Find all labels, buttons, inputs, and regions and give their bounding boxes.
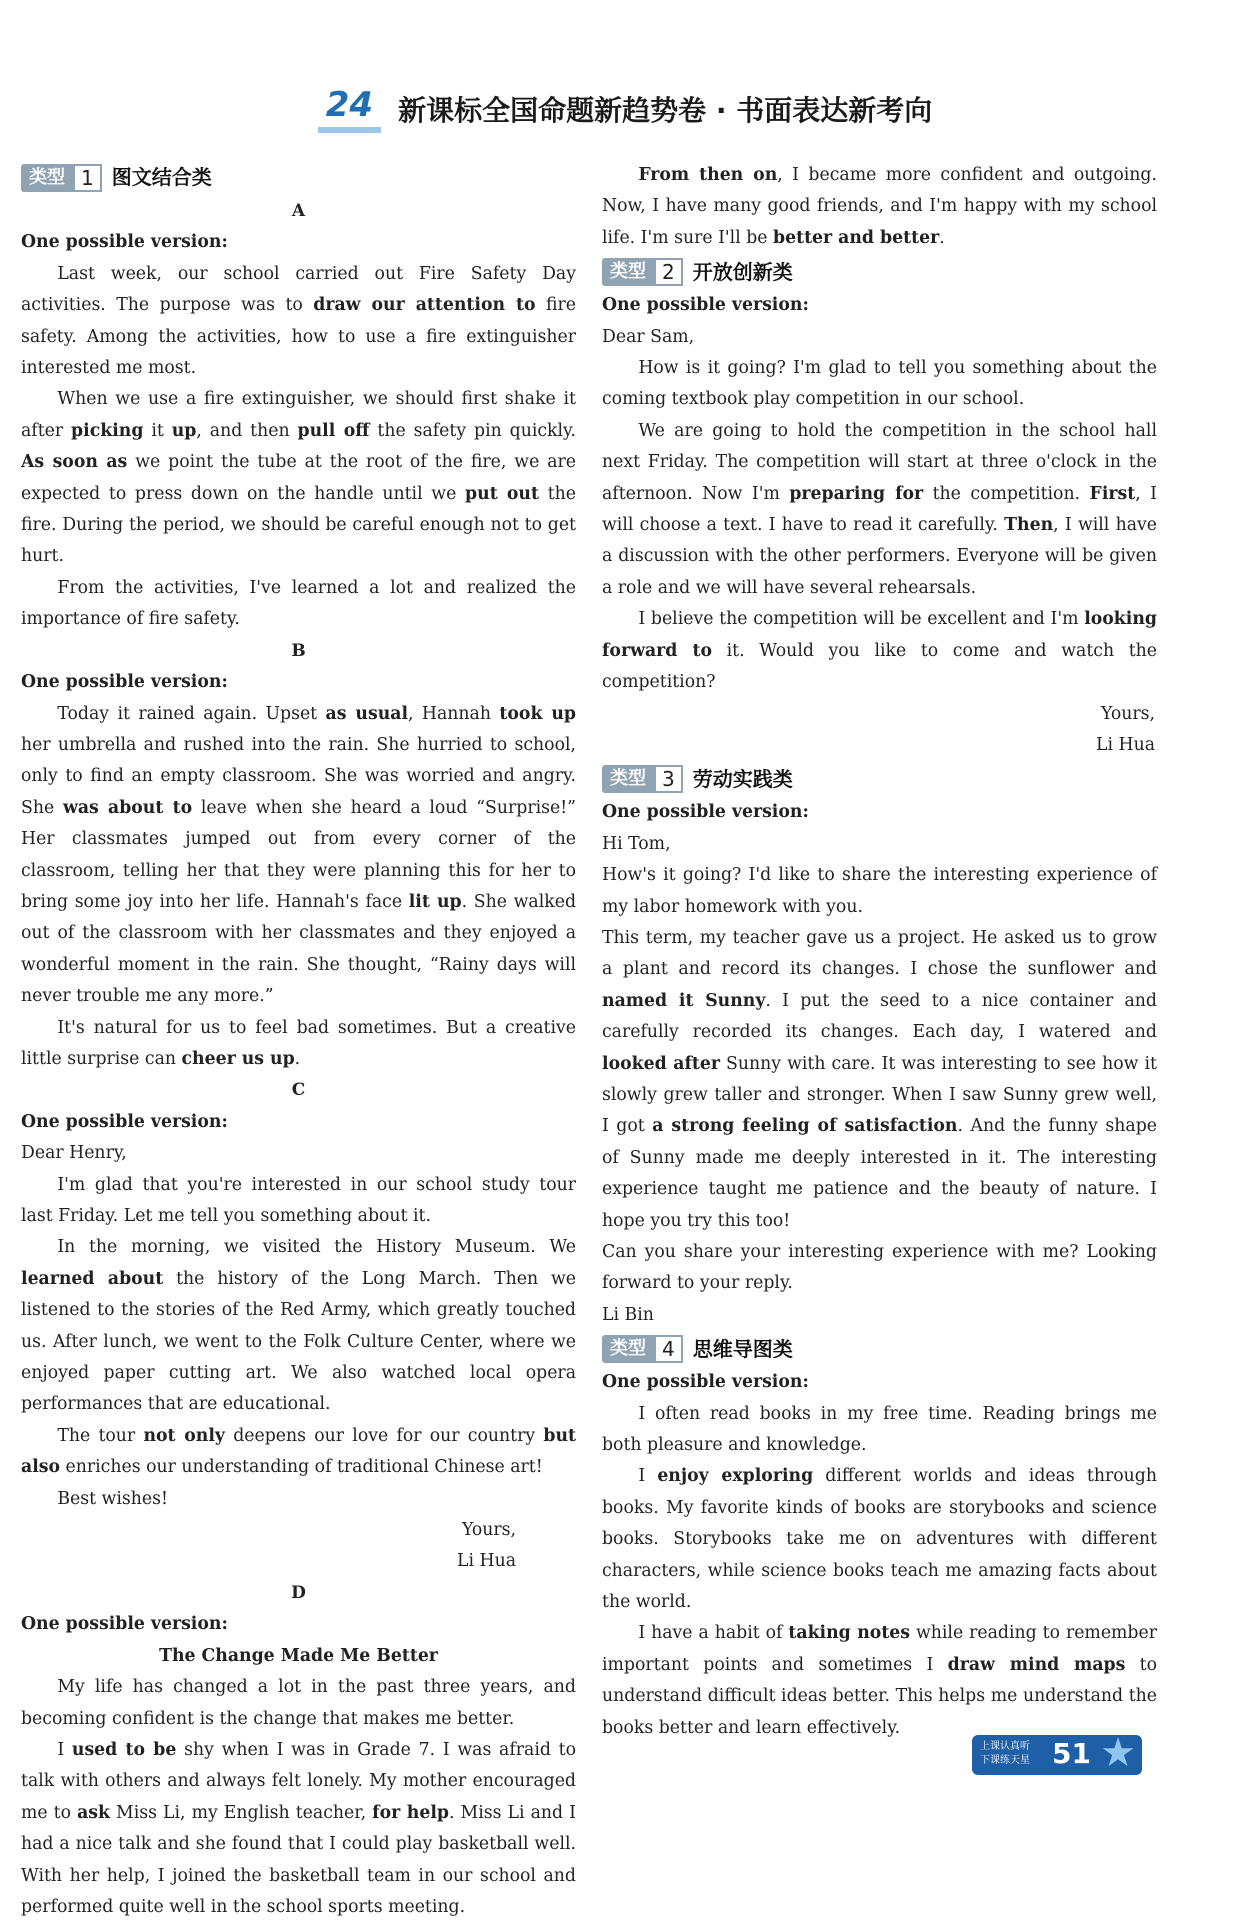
paragraph: My life has changed a lot in the past three years, and becoming confident is the change that makes me better. <box>21 1677 576 1729</box>
key-phrase: not only <box>143 1425 225 1446</box>
letter-greeting: Dear Henry, <box>21 1143 127 1164</box>
footer-slogan <box>980 1740 1050 1768</box>
key-phrase: Then <box>1004 515 1054 536</box>
essay-a <box>21 259 576 636</box>
letter-sign-name: Li Hua <box>457 1551 516 1572</box>
essay-c <box>21 1170 576 1484</box>
key-phrase: draw our attention to <box>313 295 536 316</box>
version-label: One possible version: <box>21 672 228 693</box>
letter-sign-yours: Yours, <box>1100 703 1155 724</box>
essay-section-3 <box>602 860 1157 1300</box>
key-phrase: better and better <box>773 227 940 248</box>
key-phrase: as usual <box>325 703 409 724</box>
key-phrase: As soon as <box>21 452 128 473</box>
key-phrase: used to be <box>71 1739 177 1760</box>
section-1-heading <box>21 162 576 194</box>
key-phrase: for help <box>372 1802 449 1823</box>
footer-slogan-line2: 下课练天星 <box>980 1755 1030 1766</box>
type-number: 2 <box>654 258 683 286</box>
key-phrase: pull off <box>297 420 370 441</box>
paragraph: From then on, I became more confident and outgoing. Now, I have many good friends, and I'm happy with my school life. I'm sure I'll be better and better. <box>602 165 1157 248</box>
section-title: 开放创新类 <box>692 259 793 284</box>
key-phrase: cheer us up <box>181 1048 295 1069</box>
paragraph: I'm glad that you're interested in our school study tour last Friday. Let me tell you something about it. <box>21 1174 576 1226</box>
key-phrase: up <box>171 420 197 441</box>
essay-section-4 <box>602 1399 1157 1744</box>
unit-number: 24 <box>318 85 381 133</box>
paragraph: When we use a fire extinguisher, we should first shake it after picking it up, and then pull off the safety pin quickly. As soon as we point the tube at the root of the fire, we are expected to press down on the handle until we put out the fire. During the period, we should be careful enough not to get hurt. <box>21 389 576 567</box>
key-phrase: taking notes <box>788 1623 911 1644</box>
paragraph: The tour not only deepens our love for our country but also enriches our understanding of traditional Chinese art! <box>21 1425 577 1478</box>
section-4-heading <box>602 1333 1157 1365</box>
key-phrase: looked after <box>602 1053 720 1074</box>
letter-sign-name: Li Hua <box>1096 734 1155 755</box>
paragraph: Can you share your interesting experience with me? Looking forward to your reply. <box>602 1242 1157 1294</box>
paragraph: In the morning, we visited the History Museum. We learned about the history of the Long March. Then we listened to the stories of the Red Army, which greatly touched us. After lunch, we went to the Folk Culture Center, where we enjoyed paper cutting art. We also watched local opera performances that are educational. <box>21 1237 576 1415</box>
essay-b <box>21 699 576 1076</box>
footer-slogan-line1: 上课认真听 <box>980 1741 1030 1752</box>
key-phrase: lit up <box>408 891 462 912</box>
type-number: 4 <box>654 1335 683 1363</box>
version-label: One possible version: <box>21 1111 228 1132</box>
type-tag: 类型 <box>602 765 654 793</box>
paragraph: Today it rained again. Upset as usual, Hannah took up her umbrella and rushed into the rain. She hurried to school, only to find an empty classroom. She was worried and angry. She was about to leave when she heard a loud “Surprise!” Her classmates jumped out from every corner of the classroom, telling her that they were planning this for her to bring some joy into her life. Hannah's face lit up. She walked out of the classroom with her classmates and they enjoyed a wonderful moment in the rain. She thought, “Rainy days will never trouble me any more.” <box>21 703 577 1007</box>
page-number: 51 <box>1052 1737 1091 1770</box>
letter-greeting: Hi Tom, <box>602 833 671 854</box>
key-phrase: put out <box>465 483 539 504</box>
letter-closing: Best wishes! <box>57 1488 168 1509</box>
type-tag: 类型 <box>602 1335 654 1363</box>
section-3-heading <box>602 763 1157 795</box>
star-mascot-icon: ★ <box>1100 1730 1136 1776</box>
paragraph: I enjoy exploring different worlds and ideas through books. My favorite kinds of books are storybooks and science books. Storybooks take me on adventures with different characters, while science books teach me amazing facts about the world. <box>602 1466 1157 1613</box>
version-label: One possible version: <box>602 295 809 316</box>
subsection-letter: C <box>291 1080 306 1101</box>
right-column <box>602 160 1157 1744</box>
type-number: 3 <box>654 765 683 793</box>
paragraph: I often read books in my free time. Reading brings me both pleasure and knowledge. <box>602 1403 1157 1456</box>
type-tag: 类型 <box>21 164 73 192</box>
key-phrase: took up <box>499 703 576 724</box>
essay-d-right <box>602 160 1157 254</box>
paragraph: It's natural for us to feel bad sometimes. But a creative little surprise can cheer us up. <box>21 1017 576 1069</box>
left-column <box>21 160 576 1923</box>
key-phrase: a strong feeling of satisfaction <box>652 1116 958 1137</box>
letter-greeting: Dear Sam, <box>602 326 695 347</box>
letter-sign-name: Li Bin <box>602 1304 654 1325</box>
key-phrase: enjoy exploring <box>657 1466 814 1487</box>
paragraph: Last week, our school carried out Fire Safety Day activities. The purpose was to draw our attention to fire safety. Among the activities, how to use a fire extinguisher interested me most. <box>21 263 576 379</box>
key-phrase: but also <box>21 1425 577 1478</box>
section-title: 劳动实践类 <box>692 766 793 791</box>
paragraph: From the activities, I've learned a lot and realized the importance of fire safety. <box>21 577 576 630</box>
letter-sign-yours: Yours, <box>461 1520 516 1541</box>
version-label: One possible version: <box>602 802 809 823</box>
page-title: 新课标全国命题新趋势卷 · 书面表达新考向 <box>398 94 933 127</box>
paragraph: I have a habit of taking notes while reading to remember important points and sometimes I draw mind maps to understand difficult ideas better. This helps me understand the books better and learn effectively. <box>602 1623 1158 1738</box>
paragraph: We are going to hold the competition in the school hall next Friday. The competition will start at three o'clock in the afternoon. Now I'm preparing for the competition. First, I will choose a text. I have to read it carefully. Then, I will have a discussion with the other performers. Everyone will be given a role and we will have several rehearsals. <box>602 420 1157 598</box>
key-phrase: ask <box>77 1802 110 1823</box>
key-phrase: draw mind maps <box>947 1654 1126 1675</box>
type-number: 1 <box>73 164 102 192</box>
key-phrase: was about to <box>62 797 193 818</box>
version-label: One possible version: <box>21 1614 228 1635</box>
paragraph: I believe the competition will be excellent and I'm looking forward to it. Would you like to come and watch the competition? <box>602 609 1157 693</box>
paragraph: How's it going? I'd like to share the interesting experience of my labor homework with you. <box>602 865 1157 917</box>
essay-d-title: The Change Made Me Better <box>159 1645 438 1666</box>
version-label: One possible version: <box>602 1372 809 1393</box>
essay-d-left <box>21 1672 576 1923</box>
subsection-letter: A <box>291 201 306 221</box>
page-footer <box>972 1730 1147 1779</box>
key-phrase: named it Sunny <box>602 990 766 1011</box>
subsection-letter: B <box>291 640 306 661</box>
section-title: 图文结合类 <box>111 165 212 190</box>
type-tag: 类型 <box>602 258 654 286</box>
key-phrase: looking forward to <box>602 609 1157 661</box>
section-title: 思维导图类 <box>692 1336 793 1361</box>
key-phrase: picking <box>71 420 144 441</box>
page-header <box>0 85 1250 155</box>
key-phrase: First <box>1089 483 1136 504</box>
key-phrase: learned about <box>21 1268 164 1289</box>
paragraph: I used to be shy when I was in Grade 7. I was afraid to talk with others and always felt lonely. My mother encouraged me to ask Miss Li, my English teacher, for help. Miss Li and I had a nice talk and she found that I could play basketball well. With her help, I joined the basketball team in our school and performed quite well in the school sports meeting. <box>21 1739 576 1917</box>
key-phrase: preparing for <box>789 483 924 504</box>
essay-section-2 <box>602 353 1157 698</box>
section-2-heading <box>602 256 1157 288</box>
version-label: One possible version: <box>21 232 228 253</box>
paragraph: How is it going? I'm glad to tell you something about the coming textbook play competition in our school. <box>602 358 1157 410</box>
paragraph: This term, my teacher gave us a project. He asked us to grow a plant and record its changes. I chose the sunflower and named it Sunny. I put the seed to a nice container and carefully recorded its changes. Each day, I watered and looked after Sunny with care. It was interesting to see how it slowly grew taller and stronger. When I saw Sunny grew well, I got a strong feeling of satisfaction. And the funny shape of Sunny made me deeply interested in it. The interesting experience taught me patience and the beauty of nature. I hope you try this too! <box>602 927 1157 1231</box>
subsection-letter: D <box>291 1582 306 1603</box>
key-phrase: From then on <box>638 165 778 185</box>
